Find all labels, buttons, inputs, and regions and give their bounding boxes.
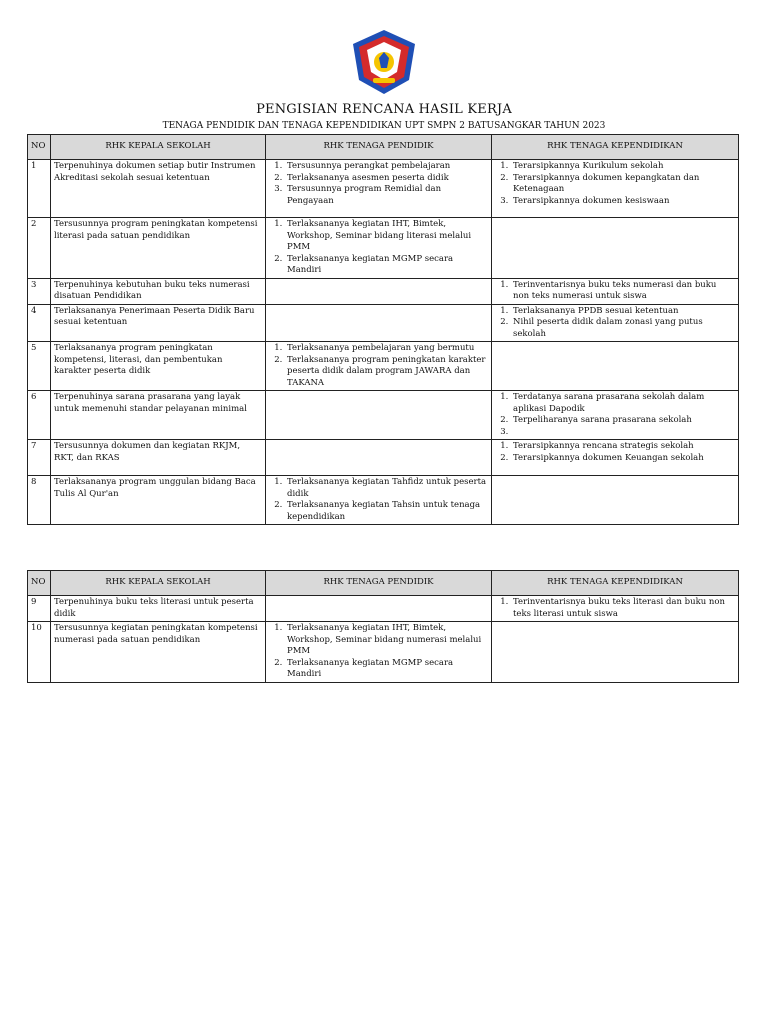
list-item: 2. Terlaksananya program peningkatan karakter peserta didik dalam program JAWARA dan TAKANA <box>285 355 488 390</box>
table-row <box>28 596 739 622</box>
rhk-kepala-sekolah-cell: Terpenuhinya kebutuhan buku teks numerasi disatuan Pendidikan <box>51 278 266 304</box>
rhk-kependidikan-cell <box>492 440 739 476</box>
list-item: 2. Terpeliharanya sarana prasarana sekolah <box>511 415 735 427</box>
rhk-kepala-sekolah-cell: Terlaksananya program peningkatan kompetensi, literasi, dan pembentukan karakter peserta didik <box>51 342 266 391</box>
header-kepsek: RHK KEPALA SEKOLAH <box>51 571 266 596</box>
rhk-kependidikan-list <box>495 441 735 464</box>
rhk-kependidikan-cell <box>492 596 739 622</box>
list-item: 2. Nihil peserta didik dalam zonasi yang putus sekolah <box>511 317 735 340</box>
list-item: 2. Terlaksananya asesmen peserta didik <box>285 173 488 185</box>
list-item: 1. Tersusunnya perangkat pembelajaran <box>285 161 488 173</box>
rhk-kepala-sekolah-cell: Terlaksananya Penerimaan Peserta Didik Baru sesuai ketentuan <box>51 304 266 342</box>
rhk-kepala-sekolah-cell: Terpenuhinya buku teks literasi untuk peserta didik <box>51 596 266 622</box>
list-item: 3. Tersusunnya program Remidial dan Pengayaan <box>285 184 488 207</box>
row-number: 6 <box>28 391 51 440</box>
list-item: 1. Terlaksananya pembelajaran yang bermutu <box>285 343 488 355</box>
table-header-row <box>28 571 739 596</box>
rhk-kependidikan-cell <box>492 304 739 342</box>
table-row <box>28 391 739 440</box>
rhk-pendidik-cell <box>266 391 492 440</box>
list-item <box>511 427 735 439</box>
list-item: 2. Terlaksananya kegiatan Tahsin untuk tenaga kependidikan <box>285 500 488 523</box>
table-row <box>28 218 739 279</box>
list-item: 1. Terinventarisnya buku teks numerasi dan buku non teks numerasi untuk siswa <box>511 280 735 303</box>
rhk-pendidik-list <box>269 219 488 277</box>
list-item: 2. Terarsipkannya dokumen Keuangan sekolah <box>511 453 735 465</box>
rhk-kependidikan-cell <box>492 218 739 279</box>
header-kepsek: RHK KEPALA SEKOLAH <box>51 135 266 160</box>
table-row <box>28 342 739 391</box>
rhk-kependidikan-list <box>495 161 735 207</box>
rhk-kepala-sekolah-cell: Tersusunnya kegiatan peningkatan kompetensi numerasi pada satuan pendidikan <box>51 622 266 683</box>
table-row <box>28 476 739 525</box>
rhk-kepala-sekolah-cell: Tersusunnya program peningkatan kompetensi literasi pada satuan pendidikan <box>51 218 266 279</box>
header-no: NO <box>28 135 51 160</box>
table-row <box>28 440 739 476</box>
list-item: 2. Terlaksananya kegiatan MGMP secara Mandiri <box>285 254 488 277</box>
rhk-pendidik-cell <box>266 278 492 304</box>
list-item: 1. Terlaksananya kegiatan Tahfidz untuk peserta didik <box>285 477 488 500</box>
rhk-pendidik-list <box>269 161 488 207</box>
page-title: PENGISIAN RENCANA HASIL KERJA <box>256 102 512 117</box>
rhk-pendidik-cell <box>266 218 492 279</box>
list-item: 3. Terarsipkannya dokumen kesiswaan <box>511 196 735 208</box>
header-kependidikan: RHK TENAGA KEPENDIDIKAN <box>492 571 739 596</box>
rhk-table-continued <box>27 570 739 683</box>
row-number: 9 <box>28 596 51 622</box>
list-item: 1. Terlaksananya kegiatan IHT, Bimtek, Workshop, Seminar bidang literasi melalui PMM <box>285 219 488 254</box>
rhk-kependidikan-list <box>495 280 735 303</box>
list-item: 2. Terlaksananya kegiatan MGMP secara Mandiri <box>285 658 488 681</box>
list-item: 1. Terlaksananya kegiatan IHT, Bimtek, Workshop, Seminar bidang numerasi melalui PMM <box>285 623 488 658</box>
page-subtitle: TENAGA PENDIDIK DAN TENAGA KEPENDIDIKAN UPT SMPN 2 BATUSANGKAR TAHUN 2023 <box>162 121 606 131</box>
header-kependidikan: RHK TENAGA KEPENDIDIKAN <box>492 135 739 160</box>
row-number: 7 <box>28 440 51 476</box>
rhk-pendidik-list <box>269 623 488 681</box>
rhk-kependidikan-cell <box>492 476 739 525</box>
rhk-pendidik-cell <box>266 622 492 683</box>
list-item: 2. Terarsipkannya dokumen kepangkatan dan Ketenagaan <box>511 173 735 196</box>
rhk-pendidik-list <box>269 343 488 389</box>
row-number: 5 <box>28 342 51 391</box>
table-row <box>28 622 739 683</box>
rhk-kepala-sekolah-cell: Terpenuhinya sarana prasarana yang layak untuk memenuhi standar pelayanan minimal <box>51 391 266 440</box>
rhk-kepala-sekolah-cell: Tersusunnya dokumen dan kegiatan RKJM, RKT, dan RKAS <box>51 440 266 476</box>
rhk-kepala-sekolah-cell: Terpenuhinya dokumen setiap butir Instrumen Akreditasi sekolah sesuai ketentuan <box>51 160 266 218</box>
list-item: 1. Terdatanya sarana prasarana sekolah dalam aplikasi Dapodik <box>511 392 735 415</box>
rhk-pendidik-cell <box>266 596 492 622</box>
row-number: 8 <box>28 476 51 525</box>
rhk-pendidik-cell <box>266 342 492 391</box>
rhk-pendidik-cell <box>266 440 492 476</box>
rhk-kepala-sekolah-cell: Terlaksananya program unggulan bidang Baca Tulis Al Qur'an <box>51 476 266 525</box>
list-item: 1. Terinventarisnya buku teks literasi dan buku non teks literasi untuk siswa <box>511 597 735 620</box>
header-pendidik: RHK TENAGA PENDIDIK <box>266 571 492 596</box>
rhk-kependidikan-cell <box>492 391 739 440</box>
rhk-kependidikan-cell <box>492 342 739 391</box>
rhk-kependidikan-list <box>495 306 735 341</box>
row-number: 3 <box>28 278 51 304</box>
rhk-kependidikan-cell <box>492 160 739 218</box>
row-number: 2 <box>28 218 51 279</box>
rhk-kependidikan-cell <box>492 278 739 304</box>
table-row <box>28 160 739 218</box>
row-number: 10 <box>28 622 51 683</box>
row-number: 4 <box>28 304 51 342</box>
list-item: 1. Terarsipkannya rencana strategis sekolah <box>511 441 735 453</box>
rhk-table <box>27 134 739 525</box>
rhk-pendidik-list <box>269 477 488 523</box>
list-item: 1. Terlaksananya PPDB sesuai ketentuan <box>511 306 735 318</box>
rhk-pendidik-cell <box>266 160 492 218</box>
school-emblem-icon <box>349 28 419 96</box>
rhk-kependidikan-list <box>495 392 735 438</box>
list-item: 1. Terarsipkannya Kurikulum sekolah <box>511 161 735 173</box>
row-number: 1 <box>28 160 51 218</box>
rhk-kependidikan-list <box>495 597 735 620</box>
rhk-pendidik-cell <box>266 304 492 342</box>
table-header-row <box>28 135 739 160</box>
table-row <box>28 304 739 342</box>
rhk-pendidik-cell <box>266 476 492 525</box>
table-row <box>28 278 739 304</box>
header-no: NO <box>28 571 51 596</box>
rhk-kependidikan-cell <box>492 622 739 683</box>
header-pendidik: RHK TENAGA PENDIDIK <box>266 135 492 160</box>
